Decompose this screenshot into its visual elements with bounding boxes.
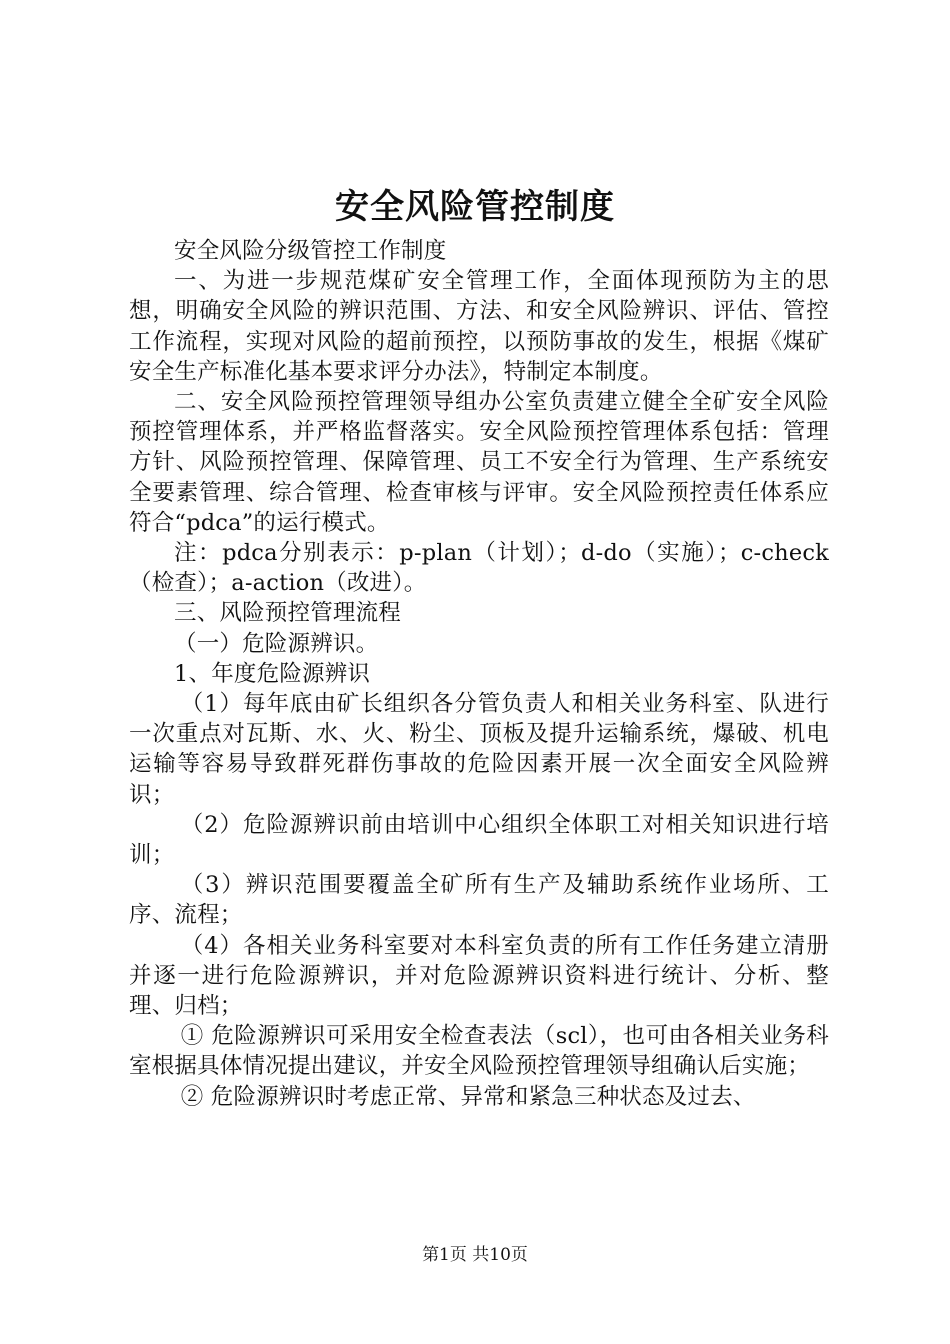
- paragraph-subsection-1: （一）危险源辨识。: [174, 630, 379, 657]
- page-number: 第1页: [422, 1245, 467, 1265]
- paragraph-note-pdca: 注：pdca分别表示：p-plan（计划）；d-do（实施）；c-check（检查）；a-action（改进）。: [129, 540, 829, 597]
- page-total: 共10页: [472, 1245, 528, 1265]
- page-footer: [0, 1243, 950, 1267]
- document-title: 安全风险管控制度: [335, 187, 615, 227]
- paragraph-circled-1: ① 危险源辨识可采用安全检查表法（scl），也可由各相关业务科室根据具体情况提出建议，并安全风险预控管理领导组确认后实施；: [129, 1023, 829, 1080]
- paragraph-circled-2: ② 危险源辨识时考虑正常、异常和紧急三种状态及过去、: [180, 1083, 756, 1110]
- document-body: [129, 236, 829, 1112]
- paragraph-item-1-2: （2）危险源辨识前由培训中心组织全体职工对相关知识进行培训；: [129, 811, 829, 869]
- paragraph-section-2: 二、安全风险预控管理领导组办公室负责建立健全全矿安全风险预控管理体系，并严格监督落实。安全风险预控管理体系包括：管理方针、风险预控管理、保障管理、员工不安全行为管理、生产系统安全要素管理、综合管理、检查审核与评审。安全风险预控责任体系应符合“pdca”的运行模式。: [129, 389, 829, 536]
- paragraph-item-1-4: （4）各相关业务科室要对本科室负责的所有工作任务建立清册并逐一进行危险源辨识，并对危险源辨识资料进行统计、分析、整理、归档；: [129, 932, 829, 1020]
- paragraph-item-1: 1、年度危险源辨识: [174, 660, 371, 687]
- paragraph-section-1: 一、为进一步规范煤矿安全管理工作，全面体现预防为主的思想，明确安全风险的辨识范围、方法、和安全风险辨识、评估、管控工作流程，实现对风险的超前预控，以预防事故的发生，根据《煤矿安全生产标准化基本要求评分办法》，特制定本制度。: [129, 268, 829, 385]
- paragraph-item-1-1: （1）每年底由矿长组织各分管负责人和相关业务科室、队进行一次重点对瓦斯、水、火、粉尘、顶板及提升运输系统，爆破、机电运输等容易导致群死群伤事故的危险因素开展一次全面安全风险辨识；: [129, 691, 829, 808]
- paragraph-section-3: 三、风险预控管理流程: [174, 600, 402, 627]
- paragraph-item-1-3: （3）辨识范围要覆盖全矿所有生产及辅助系统作业场所、工序、流程；: [129, 872, 829, 929]
- paragraph-subtitle: 安全风险分级管控工作制度: [174, 238, 447, 264]
